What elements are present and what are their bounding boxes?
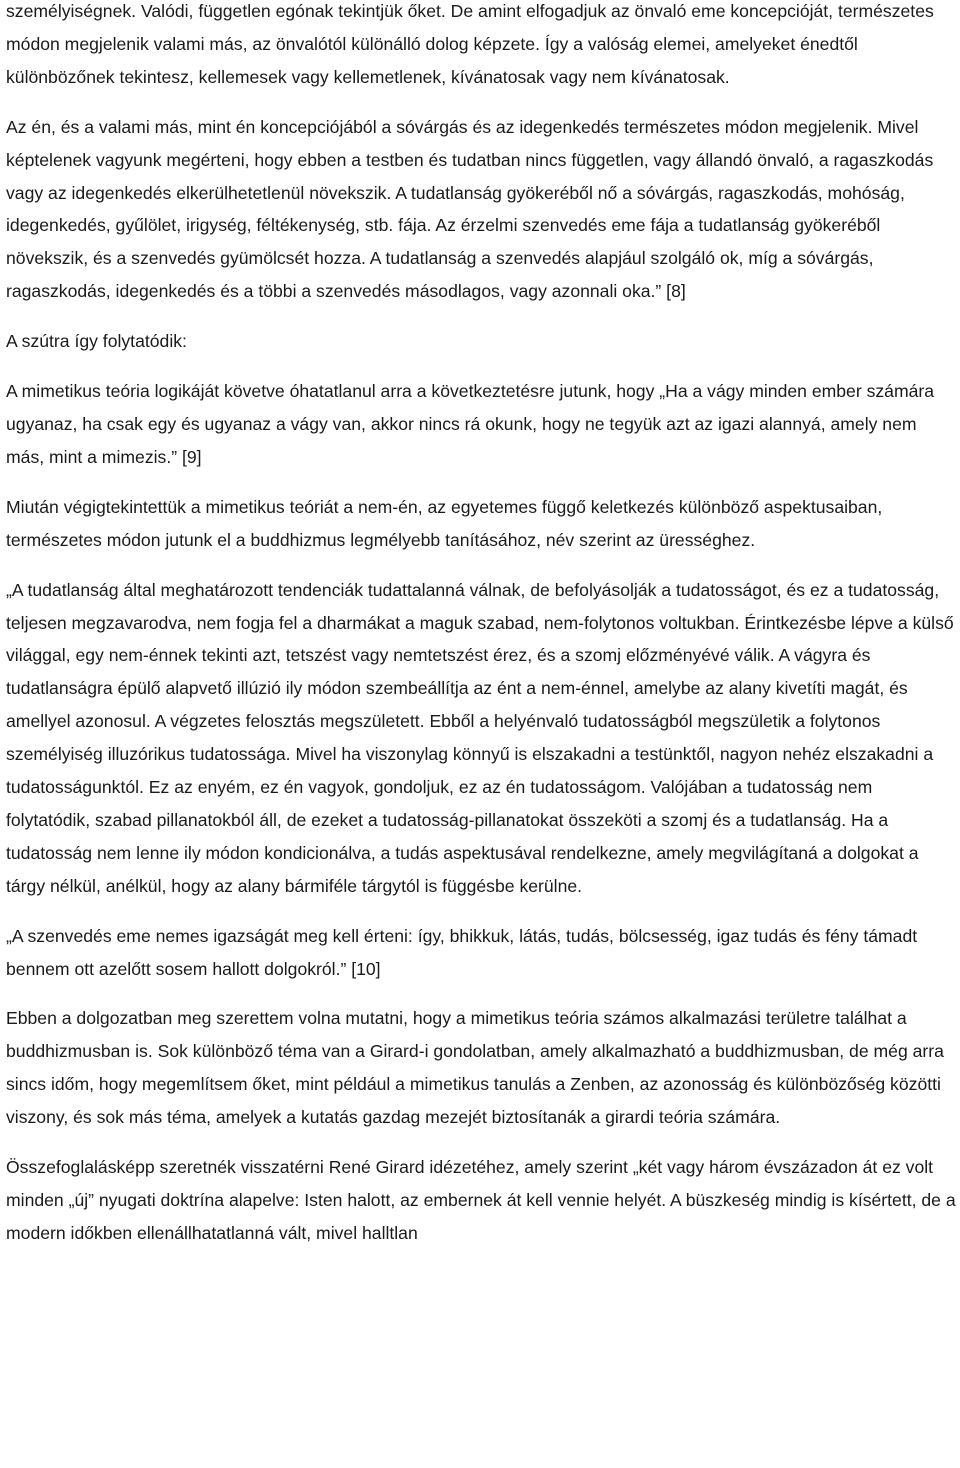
paragraph-emptiness-intro: Miután végigtekintettük a mimetikus teóriát a nem-én, az egyetemes függő keletkezés különböző aspektusaiban, természetes módon jutunk el a buddhizmus legmélyebb tanításához, név szerint az ürességhez. [6, 496, 883, 550]
paragraph-sutra-continues: A szútra így folytatódik: [6, 331, 187, 352]
paragraph-girard-summary: Összefoglalásképp szeretnék visszatérni René Girard idézetéhez, amely szerint „két vagy három évszázadon át ez volt minden „új” nyugati doktrína alapelve: Isten halott, az embernek át kell vennie helyét. A büszkeség mindig is kísértett, de a modern időkben ellenállhatatlanná vált, mivel halltlan [6, 1157, 956, 1243]
paragraph-self-concept: személyiségnek. Valódi, független egónak tekintjük őket. De amint elfogadjuk az önvaló eme koncepcióját, természetes módon megjelenik valami más, az önvalótól különálló dolog képzete. Így a valóság elemei, amelyeket énedtől különbözőnek tekintesz, kellemesek vagy kellemetlenek, kívánatosak vagy nem kívánatosak. [6, 1, 934, 87]
paragraph-craving-aversion: Az én, és a valami más, mint én koncepciójából a sóvárgás és az idegenkedés természetes módon megjelenik. Mivel képtelenek vagyunk megérteni, hogy ebben a testben és tudatban nincs független, vagy állandó önvaló, a ragaszkodás vagy az idegenkedés elkerülhetetlenül növekszik. A tudatlanság gyökeréből nő a sóvárgás, ragaszkodás, mohóság, idegenkedés, gyűlölet, irigység, féltékenység, stb. fája. Az érzelmi szenvedés eme fája a tudatlanság gyökeréből növekszik, és a szenvedés gyümölcsét hozza. A tudatlanság a szenvedés alapjául szolgáló ok, míg a sóvárgás, ragaszkodás, idegenkedés és a többi a szenvedés másodlagos, vagy azonnali oka.” [8] [6, 116, 934, 302]
paragraph-mimetic-logic: A mimetikus teória logikáját követve óhatatlanul arra a következtetésre jutunk, hogy „Ha a vágy minden ember számára ugyanaz, ha csak egy és ugyanaz a vágy van, akkor nincs rá okunk, hogy ne tegyük azt az igazi alannyá, amely nem más, mint a mimezis.” [9] [6, 381, 935, 467]
paragraph-noble-truth-quote: „A szenvedés eme nemes igazságát meg kell érteni: így, bhikkuk, látás, tudás, bölcsesség, igaz tudás és fény támadt bennem ott azelőtt sosem hallott dolgokról.” [10] [6, 925, 918, 979]
paragraph-conclusion: Ebben a dolgozatban meg szerettem volna mutatni, hogy a mimetikus teória számos alkalmazási területre találhat a buddhizmusban is. Sok különböző téma van a Girard-i gondolatban, amely alkalmazható a buddhizmusban, de még arra sincs időm, hogy megemlítsem őket, mint például a mimetikus tanulás a Zenben, az azonosság és különbözőség közötti viszony, és sok más téma, amelyek a kutatás gazdag mezejét biztosítanák a girardi teória számára. [6, 1008, 944, 1128]
paragraph-ignorance-quote: „A tudatlanság által meghatározott tendenciák tudattalanná válnak, de befolyásolják a tudatosságot, és ez a tudatosság, teljesen megzavarodva, nem fogja fel a dharmákat a maguk szabad, nem-folytonos voltukban. Érintkezésbe lépve a külső világgal, egy nem-énnek tekinti azt, tetszést vagy nemtetszést érez, és a szomj előzményévé válik. A vágyra és tudatlanságra épülő alapvető illúzió ily módon szembeállítja az ént a nem-énnel, amelybe az alany kivetíti magát, és amellyel azonosul. A végzetes felosztás megszületett. Ebből a helyénvaló tudatosságból megszületik a folytonos személyiség illuzórikus tudatossága. Mivel ha viszonylag könnyű is elszakadni a testünktől, nagyon nehéz elszakadni a tudatosságunktól. Ez az enyém, ez én vagyok, gondoljuk, ez az én tudatosságom. Valójában a tudatosság nem folytatódik, szabad pillanatokból áll, de ezeket a tudatosság-pillanatokat összeköti a szomj és a tudatlanság. Ha a tudatosság nem lenne ily módon kondicionálva, a tudás aspektusával rendelkezne, amely megvilágítaná a dolgokat a tárgy nélkül, anélkül, hogy az alany bármiféle tárgytól is függésbe kerülne. [6, 579, 954, 896]
document-page [6, 0, 958, 1267]
